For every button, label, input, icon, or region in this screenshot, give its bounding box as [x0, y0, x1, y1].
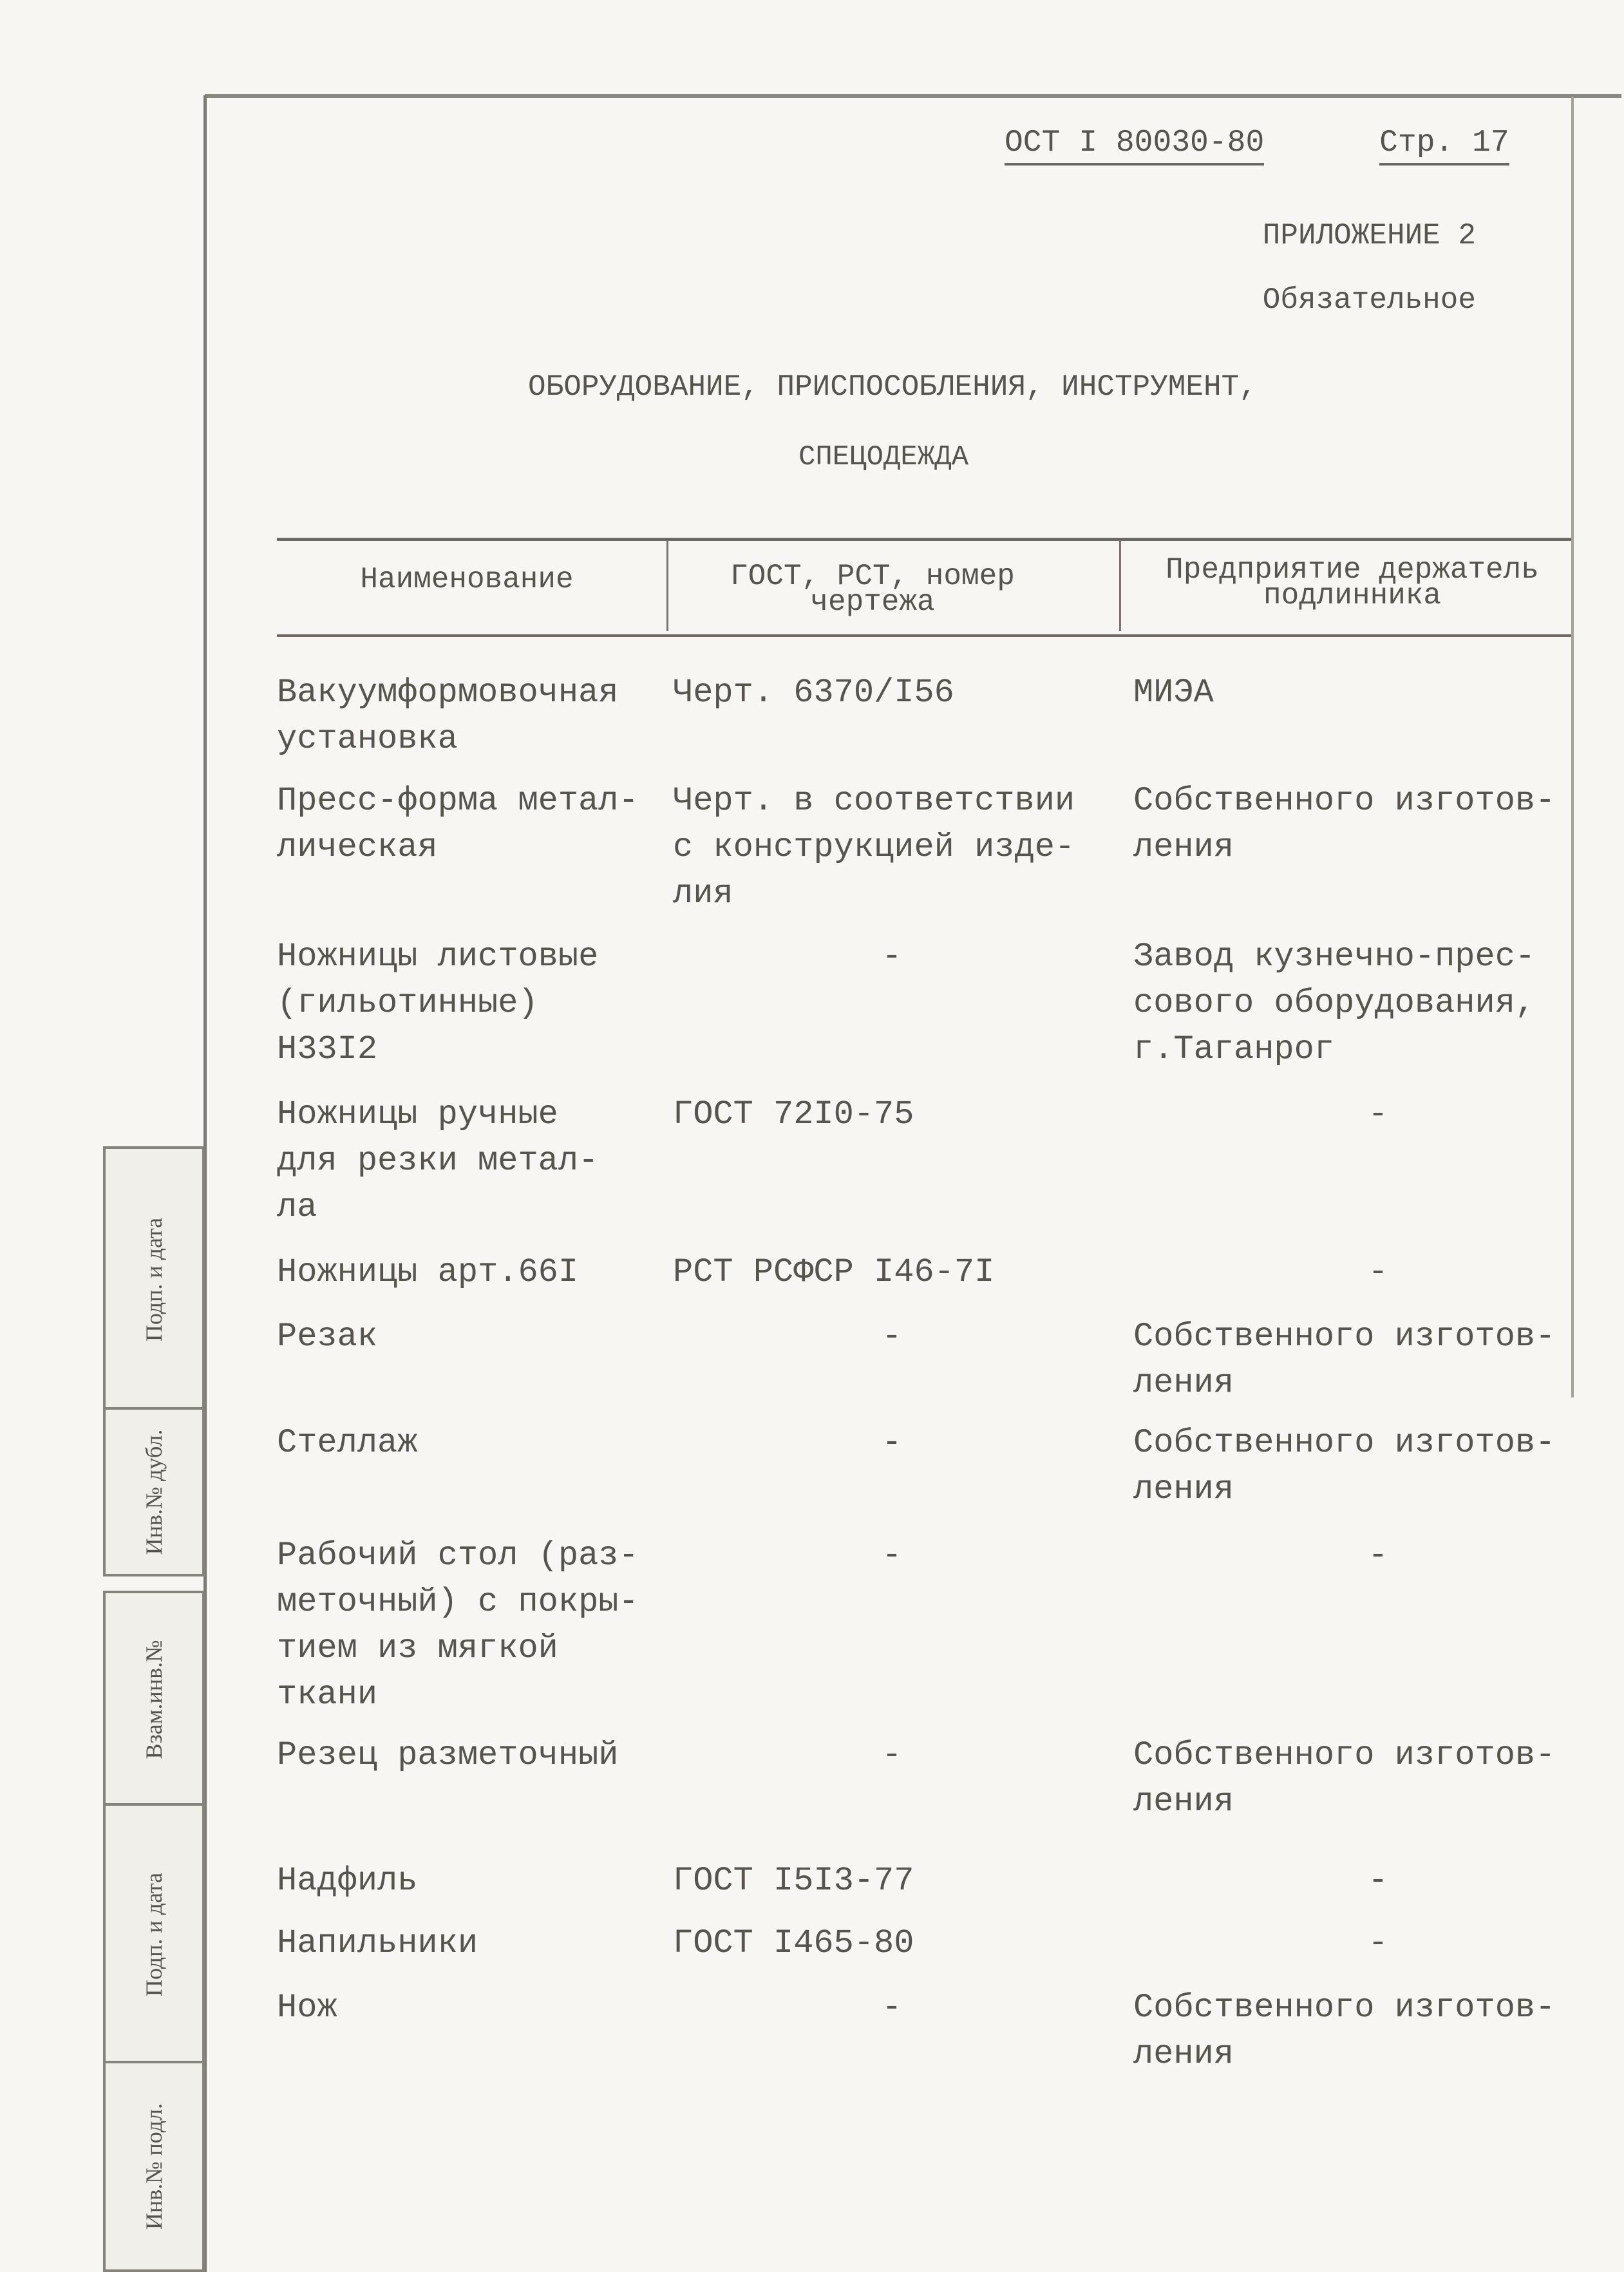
- cell-name: Ножницы листовые (гильотинные) Н33I2: [277, 938, 599, 1068]
- cell-holder: МИЭА: [1133, 674, 1214, 712]
- cell-standard: -: [882, 1736, 902, 1774]
- cell-standard: ГОСТ 72I0-75: [673, 1095, 914, 1133]
- cell-name: Напильники: [277, 1924, 478, 1962]
- cell-standard: Черт. в соответствии с конструкцией изде- лия: [673, 782, 1075, 913]
- cell-name: Пресс-форма метал- лическая: [277, 782, 639, 866]
- cell-name: Резак: [277, 1318, 378, 1356]
- column-header-name: Наименование: [360, 563, 574, 596]
- cell-name: Надфиль: [277, 1862, 418, 1900]
- cell-holder: -: [1368, 1095, 1388, 1133]
- table-column-divider: [666, 541, 668, 631]
- stamp-cell-signature-date: [103, 1146, 205, 1412]
- page-title-line1: ОБОРУДОВАНИЕ, ПРИСПОСОБЛЕНИЯ, ИНСТРУМЕНТ,: [528, 370, 1257, 404]
- table-column-divider: [1119, 541, 1121, 631]
- cell-holder: -: [1368, 1924, 1388, 1962]
- table-header-bottom-rule: [277, 634, 1571, 637]
- cell-name: Рабочий стол (раз- меточный) с покры- тием из мягкой ткани: [277, 1537, 639, 1714]
- cell-holder: Собственного изготов- ления: [1133, 1989, 1556, 2073]
- stamp-label: Подп. и дата: [141, 1872, 167, 1997]
- cell-standard: -: [882, 1424, 902, 1462]
- stamp-label: Подп. и дата: [141, 1217, 167, 1341]
- cell-holder: -: [1368, 1862, 1388, 1900]
- stamp-label: Инв.№ дубл.: [141, 1429, 167, 1555]
- stamp-cell-original-inv: [103, 2061, 205, 2272]
- stamp-cell-replaced-inv: [103, 1591, 205, 1808]
- annex-status: Обязательное: [1262, 283, 1476, 317]
- column-header-holder: Предприятие держатель подлинника: [1166, 553, 1539, 612]
- cell-holder: Собственного изготов- ления: [1133, 782, 1556, 866]
- cell-name: Ножницы ручные для резки метал- ла: [277, 1095, 599, 1226]
- cell-standard: ГОСТ I5I3-77: [673, 1862, 914, 1900]
- cell-standard: -: [882, 1537, 902, 1575]
- stamp-label: Инв.№ подл.: [141, 2103, 167, 2230]
- cell-holder: Собственного изготов- ления: [1133, 1318, 1556, 1402]
- cell-holder: -: [1368, 1253, 1388, 1291]
- document-code: ОСТ I 80030-80: [1005, 126, 1264, 166]
- cell-standard: -: [882, 1989, 902, 2027]
- cell-name: Ножницы арт.66I: [277, 1253, 579, 1291]
- cell-standard: Черт. 6370/I56: [673, 674, 954, 712]
- cell-name: Стеллаж: [277, 1424, 418, 1462]
- cell-standard: -: [882, 1318, 902, 1356]
- annex-label: ПРИЛОЖЕНИЕ 2: [1262, 219, 1476, 252]
- cell-holder: Завод кузнечно-прес- сового оборудования, г.Таганрог: [1133, 938, 1536, 1068]
- cell-name: Вакуумформовочная установка: [277, 674, 619, 758]
- cell-name: Резец разметочный: [277, 1736, 619, 1774]
- cell-standard: -: [882, 938, 902, 976]
- page-number: Стр. 17: [1379, 126, 1509, 166]
- table-header-top-rule: [277, 538, 1571, 541]
- page-frame-top: [205, 94, 1621, 98]
- cell-holder: Собственного изготов- ления: [1133, 1736, 1556, 1821]
- cell-holder: Собственного изготов- ления: [1133, 1424, 1556, 1508]
- document-header: [1005, 126, 1509, 166]
- cell-name: Нож: [277, 1989, 337, 2027]
- stamp-label: Взам.инв.№: [141, 1640, 167, 1759]
- column-header-standard: ГОСТ, РСТ, номер чертежа: [730, 560, 1015, 619]
- cell-standard: ГОСТ I465-80: [673, 1924, 914, 1962]
- stamp-cell-signature-date: [103, 1803, 205, 2066]
- page-frame-right: [1571, 97, 1574, 1397]
- cell-holder: -: [1368, 1537, 1388, 1575]
- stamp-cell-duplicate-inv: [103, 1407, 205, 1576]
- page-title-line2: СПЕЦОДЕЖДА: [798, 441, 969, 473]
- cell-standard: РСТ РСФСР I46-7I: [673, 1253, 995, 1291]
